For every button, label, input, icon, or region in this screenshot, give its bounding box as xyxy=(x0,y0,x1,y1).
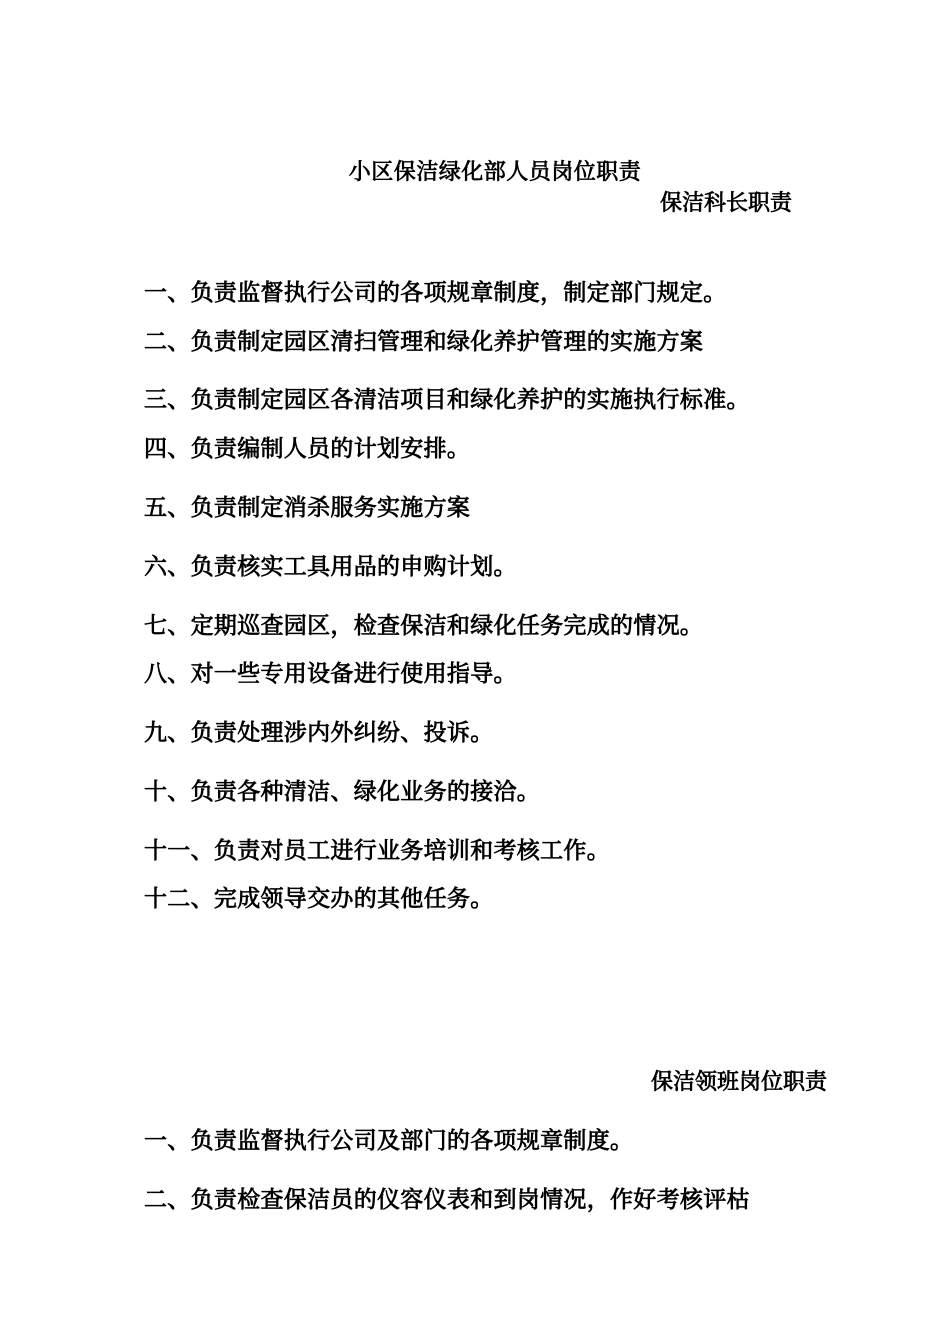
section-heading-team-leader: 保洁领班岗位职责 xyxy=(650,1070,827,1095)
duty-item: 三、负责制定园区各清洁项目和绿化养护的实施执行标准。 xyxy=(144,387,750,413)
duty-item: 四、负责编制人员的计划安排。 xyxy=(144,436,471,462)
duty-item: 八、对一些专用设备进行使用指导。 xyxy=(144,661,517,687)
duty-item: 六、负责核实工具用品的申购计划。 xyxy=(144,554,517,580)
duty-item: 一、负责监督执行公司的各项规章制度，制定部门规定。 xyxy=(144,280,727,306)
duty-item: 一、负责监督执行公司及部门的各项规章制度。 xyxy=(144,1128,634,1154)
duty-item: 十、负责各种清洁、绿化业务的接洽。 xyxy=(144,779,541,805)
duty-item: 十一、负责对员工进行业务培训和考核工作。 xyxy=(144,838,610,864)
duty-item: 十二、完成领导交办的其他任务。 xyxy=(144,886,494,912)
duty-item: 五、负责制定消杀服务实施方案 xyxy=(144,495,471,521)
duty-item: 七、定期巡查园区，检查保洁和绿化任务完成的情况。 xyxy=(144,613,704,639)
duty-item: 九、负责处理涉内外纠纷、投诉。 xyxy=(144,720,494,746)
document-title: 小区保洁绿化部人员岗位职责 xyxy=(348,160,642,185)
duty-item: 二、负责制定园区清扫管理和绿化养护管理的实施方案 xyxy=(144,329,704,355)
duty-item: 二、负责检查保洁员的仪容仪表和到岗情况，作好考核评枯 xyxy=(144,1187,750,1213)
section-heading-supervisor: 保洁科长职责 xyxy=(659,191,792,216)
